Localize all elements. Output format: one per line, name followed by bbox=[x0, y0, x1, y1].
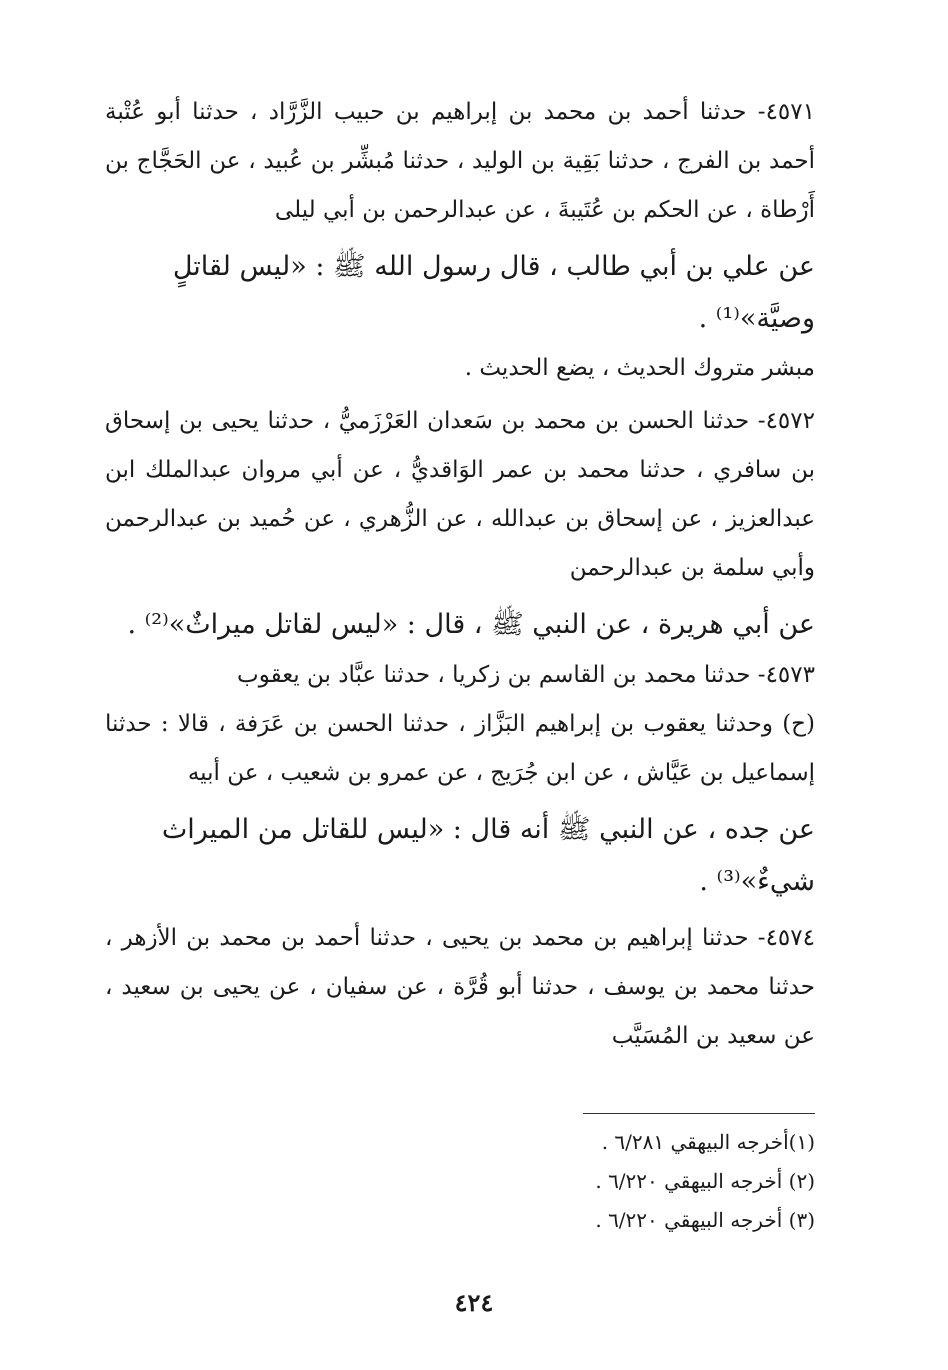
hadith-4572-matn: عن أبي هريرة ، عن النبي ﷺ ، قال : «ليس لقاتل ميراثٌ»⁽²⁾ . bbox=[127, 609, 815, 640]
hadith-4571-matn: عن علي بن أبي طالب ، قال رسول الله ﷺ : «ليس لقاتلٍ وصيَّة»⁽¹⁾ . bbox=[172, 251, 815, 334]
footnote-separator bbox=[583, 1113, 815, 1114]
footnote-2: (٢) أخرجه البيهقي ٦/٢٢٠ . bbox=[595, 1169, 815, 1193]
hadith-4573-isnad: ٤٥٧٣- حدثنا محمد بن القاسم بن زكريا ، حدثنا عبَّاد بن يعقوب bbox=[237, 662, 815, 688]
hadith-4571-comment: مبشر متروك الحديث ، يضع الحديث . bbox=[464, 355, 815, 381]
footnote-3: (٣) أخرجه البيهقي ٦/٢٢٠ . bbox=[595, 1208, 815, 1232]
hadith-4574-isnad: ٤٥٧٤- حدثنا إبراهيم بن محمد بن يحيى ، حدثنا أحمد بن محمد بن الأزهر ، حدثنا محمد بن يوسف ، حدثنا أبو قُرَّة ، عن سفيان ، عن يحيى بن سعيد ، عن سعيد بن المُسَيَّب bbox=[105, 925, 815, 1049]
hadith-4573-matn: عن جده ، عن النبي ﷺ أنه قال : «ليس للقاتل من الميراث شيءٌ»⁽³⁾ . bbox=[161, 814, 815, 897]
hadith-4572-isnad: ٤٥٧٢- حدثنا الحسن بن محمد بن سَعدان العَرْزَميُّ ، حدثنا يحيى بن إسحاق بن سافري ، حدثنا محمد بن عمر الوَاقديُّ ، عن أبي مروان عبدالملك ابن عبدالعزيز ، عن إسحاق بن عبدالله ، عن الزُّهري ، عن حُميد بن عبدالرحمن وأبي سلمة بن عبدالرحمن bbox=[105, 408, 815, 581]
hadith-4571-isnad: ٤٥٧١- حدثنا أحمد بن محمد بن إبراهيم بن حبيب الزَّرَّاد ، حدثنا أبو عُتْبة أحمد بن الفرج ، حدثنا بَقِية بن الوليد ، حدثنا مُبشِّر بن عُبيد ، عن الحَجَّاج بن أَرْطاة ، عن الحكم بن عُتَيبةَ ، عن عبدالرحمن بن أبي ليلى bbox=[105, 99, 815, 223]
footnote-1: (١)أخرجه البيهقي ٦/٢٨١ . bbox=[601, 1130, 815, 1154]
hadith-4573-isnad-second-chain: (ح) وحدثنا يعقوب بن إبراهيم البَزَّاز ، حدثنا الحسن بن عَرَفة ، قالا : حدثنا إسماعيل بن عَيَّاش ، عن ابن جُرَيج ، عن عمرو بن شعيب ، عن أبيه bbox=[105, 711, 815, 786]
footnotes bbox=[415, 1123, 815, 1240]
page-number: ٤٢٤ bbox=[454, 1288, 494, 1317]
page-body bbox=[105, 88, 815, 1061]
